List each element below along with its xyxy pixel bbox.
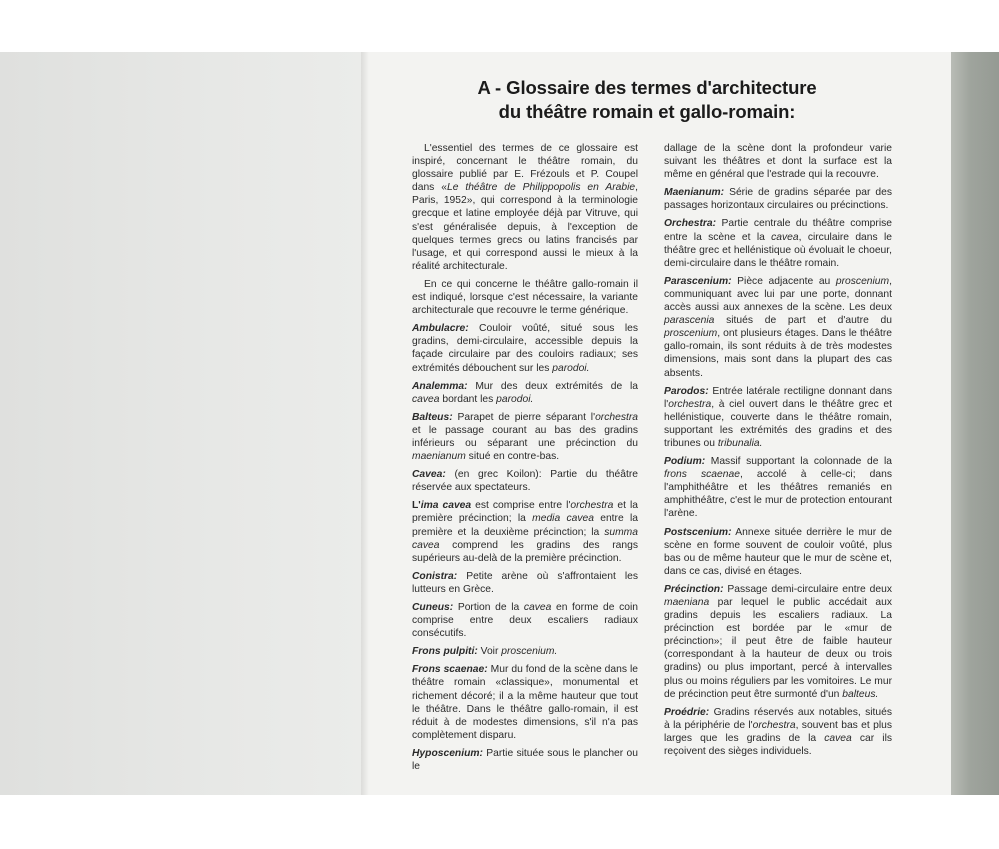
text-segment: et le passage courant au bas des gradins inférieurs ou séparant une précinction du (412, 424, 638, 449)
text-segment: , à ciel ouvert dans le théâtre grec et hellénistique, couverte dans le théâtre romain, supportant les extrémités des gradins et des tribunes ou (664, 398, 892, 449)
glossary-entry (664, 526, 892, 578)
left-text-column (412, 142, 638, 778)
text-segment: bordant les (439, 393, 497, 405)
glossary-entry (412, 601, 638, 640)
text-segment: proscenium. (501, 646, 558, 658)
glossary-term: Conistra: (412, 570, 458, 582)
glossary-term: Hyposcenium: (412, 747, 483, 759)
text-segment: car ils reçoivent des sièges individuels. (664, 732, 893, 758)
text-segment: Gradins réservés aux notables, situés à la périphérie de l' (664, 706, 892, 731)
glossary-term: Parascenium: (664, 275, 732, 287)
glossary-entry (412, 747, 638, 773)
text-segment: parodoi. (496, 393, 534, 405)
glossary-entry (412, 499, 638, 564)
text-segment: parodoi. (552, 362, 590, 374)
glossary-title (420, 76, 874, 124)
glossary-entry (412, 380, 638, 406)
text-segment: media cavea (532, 513, 594, 525)
text-segment: Le théâtre de Philippopolis en Arabie (446, 182, 636, 194)
text-segment: (en grec Koilon): Partie du théâtre réservée aux spectateurs. (412, 469, 638, 494)
text-segment: cavea (824, 732, 852, 744)
text-segment: Portion de la (453, 602, 524, 613)
text-segment: , ont plusieurs étages. Dans le théâtre gallo-romain, ils sont réduits à de très modestes dimensions, mais sont dans la plupart des cas absents. (664, 328, 892, 379)
text-segment: entre la première et la deuxième précinction; la (412, 513, 638, 538)
glossary-entry (664, 706, 892, 758)
text-segment: balteus. (842, 688, 879, 700)
text-segment: est comprise entre l' (471, 500, 571, 512)
text-segment: comprend les gradins des rangs supérieurs au-delà de la première précinction. (412, 539, 638, 564)
glossary-entry (412, 322, 638, 374)
intro-paragraph (412, 278, 638, 317)
glossary-term: Postscenium: (664, 526, 732, 538)
glossary-entry (664, 583, 892, 701)
text-segment: Voir (477, 646, 502, 658)
text-segment: En ce qui concerne le théâtre gallo-romain il est indiqué, lorsque c'est nécessaire, la variante architecturale que recouvre le terme générique. (412, 278, 638, 317)
title-line-2: du théâtre romain et gallo-romain: (498, 101, 796, 122)
text-segment: situé en contre-bas. (465, 451, 560, 463)
text-segment: cavea (523, 602, 552, 613)
glossary-term: Balteus: (412, 411, 453, 423)
glossary-term: Podium: (664, 456, 706, 468)
text-segment: orchestra (595, 411, 638, 423)
book-gutter (361, 52, 369, 795)
text-segment: par lequel le public accédait aux gradins depuis les escaliers radiaux. La précinction est bordée par le «mur de précinction»; il peut être de faible hauteur (correspondant à la hauteur de deux ou trois gradins) ou plus important, percé à intervalles plus ou moins réguliers par les vomitoires. Le mur de précinction peut être surmonté d'un (664, 597, 892, 700)
text-segment: Annexe située derrière le mur de scène en forme souvent de couloir voûté, plus bas ou de même hauteur que le mur de scène et, dans ce cas, divisé en étages. (664, 526, 892, 577)
glossary-term: Proédrie: (664, 706, 710, 718)
glossary-entry (412, 645, 638, 658)
text-segment: Mur du fond de la scène dans le théâtre romain «classique», monumental et richement décoré; il a la même hauteur que tout le théâtre. Dans le théâtre gallo-romain, il est réduit à de modestes dimensions, s'il n'a pas complètement disparu. (412, 664, 639, 741)
glossary-term: Analemma: (412, 380, 468, 392)
glossary-entry (664, 275, 892, 380)
text-segment: , circulaire dans le théâtre grec et hellénistique où évoluait le choeur, demi-circulaire dans le théâtre romain. (664, 231, 892, 269)
text-segment: Entrée latérale rectiligne donnant dans l' (664, 385, 892, 410)
text-segment: Petite arène où s'affrontaient les lutteurs en Grèce. (412, 570, 638, 595)
text-segment: L'essentiel des termes de ce glossaire est inspiré, concernant le théâtre romain, du glossaire publié par E. Frézouls et P. Coupel dans « (412, 143, 638, 194)
text-segment: tribunalia. (717, 437, 763, 449)
intro-paragraph (412, 142, 638, 273)
text-segment: cavea (412, 393, 440, 405)
text-segment: en forme de coin comprise entre deux escaliers radiaux consécutifs. (412, 602, 638, 640)
text-segment: maeniana (664, 597, 710, 608)
glossary-term: Orchestra: (664, 218, 717, 230)
text-segment: frons scaenae (664, 469, 740, 481)
text-segment: situés de part et d'autre du (714, 315, 892, 327)
text-segment: et la première précinction; la (412, 500, 638, 525)
glossary-term: Frons pulpiti: (412, 646, 478, 658)
glossary-entry (412, 663, 638, 742)
text-segment: , communiquant avec lui par une porte, donnant accès aussi aux annexes de la scène. Les deux (664, 275, 892, 314)
glossary-entry (412, 411, 638, 463)
glossary-term: Cavea: (412, 469, 446, 481)
text-segment: Parapet de pierre séparant l' (452, 411, 596, 423)
glossary-term: Cuneus: (412, 602, 454, 613)
text-segment: Massif supportant la colonnade de la (705, 456, 892, 468)
text-segment: Partie centrale du théâtre comprise entre la scène et la (664, 218, 892, 243)
text-segment: parascenia (664, 315, 715, 327)
text-segment: Série de gradins séparée par des passages horizontaux circulaires ou précinctions. (664, 187, 892, 212)
text-segment: , souvent bas et plus larges que les gradins de la (664, 719, 893, 744)
text-segment: proscenium (835, 275, 890, 287)
glossary-term: Précinction: (664, 583, 724, 595)
text-segment: proscenium (664, 328, 718, 340)
cover-edge (951, 52, 999, 795)
text-segment: Pièce adjacente au (731, 275, 836, 287)
text-segment: orchestra (668, 398, 712, 410)
glossary-term: Ambulacre: (412, 323, 469, 335)
glossary-entry (664, 455, 892, 520)
text-segment: Couloir voûté, situé sous les gradins, demi-circulaire, accessible depuis la façade circulaire par des couloirs radiaux; ses extrémités débouchent sur les (412, 323, 638, 374)
glossary-entry (412, 570, 638, 596)
text-segment: orchestra (570, 500, 614, 512)
glossary-entry (664, 385, 892, 450)
glossary-term: Maenianum: (664, 187, 725, 199)
text-segment: maenianum (412, 451, 466, 463)
text-segment: orchestra (752, 719, 796, 731)
text-segment: dallage de la scène dont la profondeur varie suivant les théâtres et dont la surface est la même en général que l'estrade qui la recouvre. (664, 143, 892, 181)
glossary-term: L' (412, 500, 421, 512)
glossary-term: Parodos: (664, 385, 709, 397)
text-segment: Mur des deux extrémités de la (467, 380, 638, 392)
glossary-entry (664, 186, 892, 212)
glossary-term: Frons scaenae: (412, 664, 488, 676)
glossary-entry (664, 142, 892, 181)
right-text-column (664, 142, 892, 763)
left-page-blank (0, 52, 365, 795)
text-segment: , Paris, 1952», qui correspond à la terminologie grecque et latine employée déjà par Vitruve, qui s'est généralisée depuis, à l'exception de quelques termes grecs ou latins francisés par l'usage, et qui correspond aussi le mieux à la réalité architecturale. (412, 182, 638, 272)
glossary-entry (412, 468, 638, 494)
text-segment: Passage demi-circulaire entre deux (723, 583, 892, 595)
glossary-term: ima cavea (420, 500, 472, 512)
text-segment: Partie située sous le plancher ou le (412, 747, 638, 773)
glossary-entry (664, 217, 892, 269)
text-segment: cavea (771, 231, 799, 243)
text-segment: summa cavea (412, 526, 638, 551)
title-line-1: A - Glossaire des termes d'architecture (477, 77, 817, 98)
text-segment: , accolé à celle-ci; dans l'amphithéâtre et les théâtres remaniés en amphithéâtre, c'est le mur de protection entourant l'arène. (664, 469, 893, 520)
